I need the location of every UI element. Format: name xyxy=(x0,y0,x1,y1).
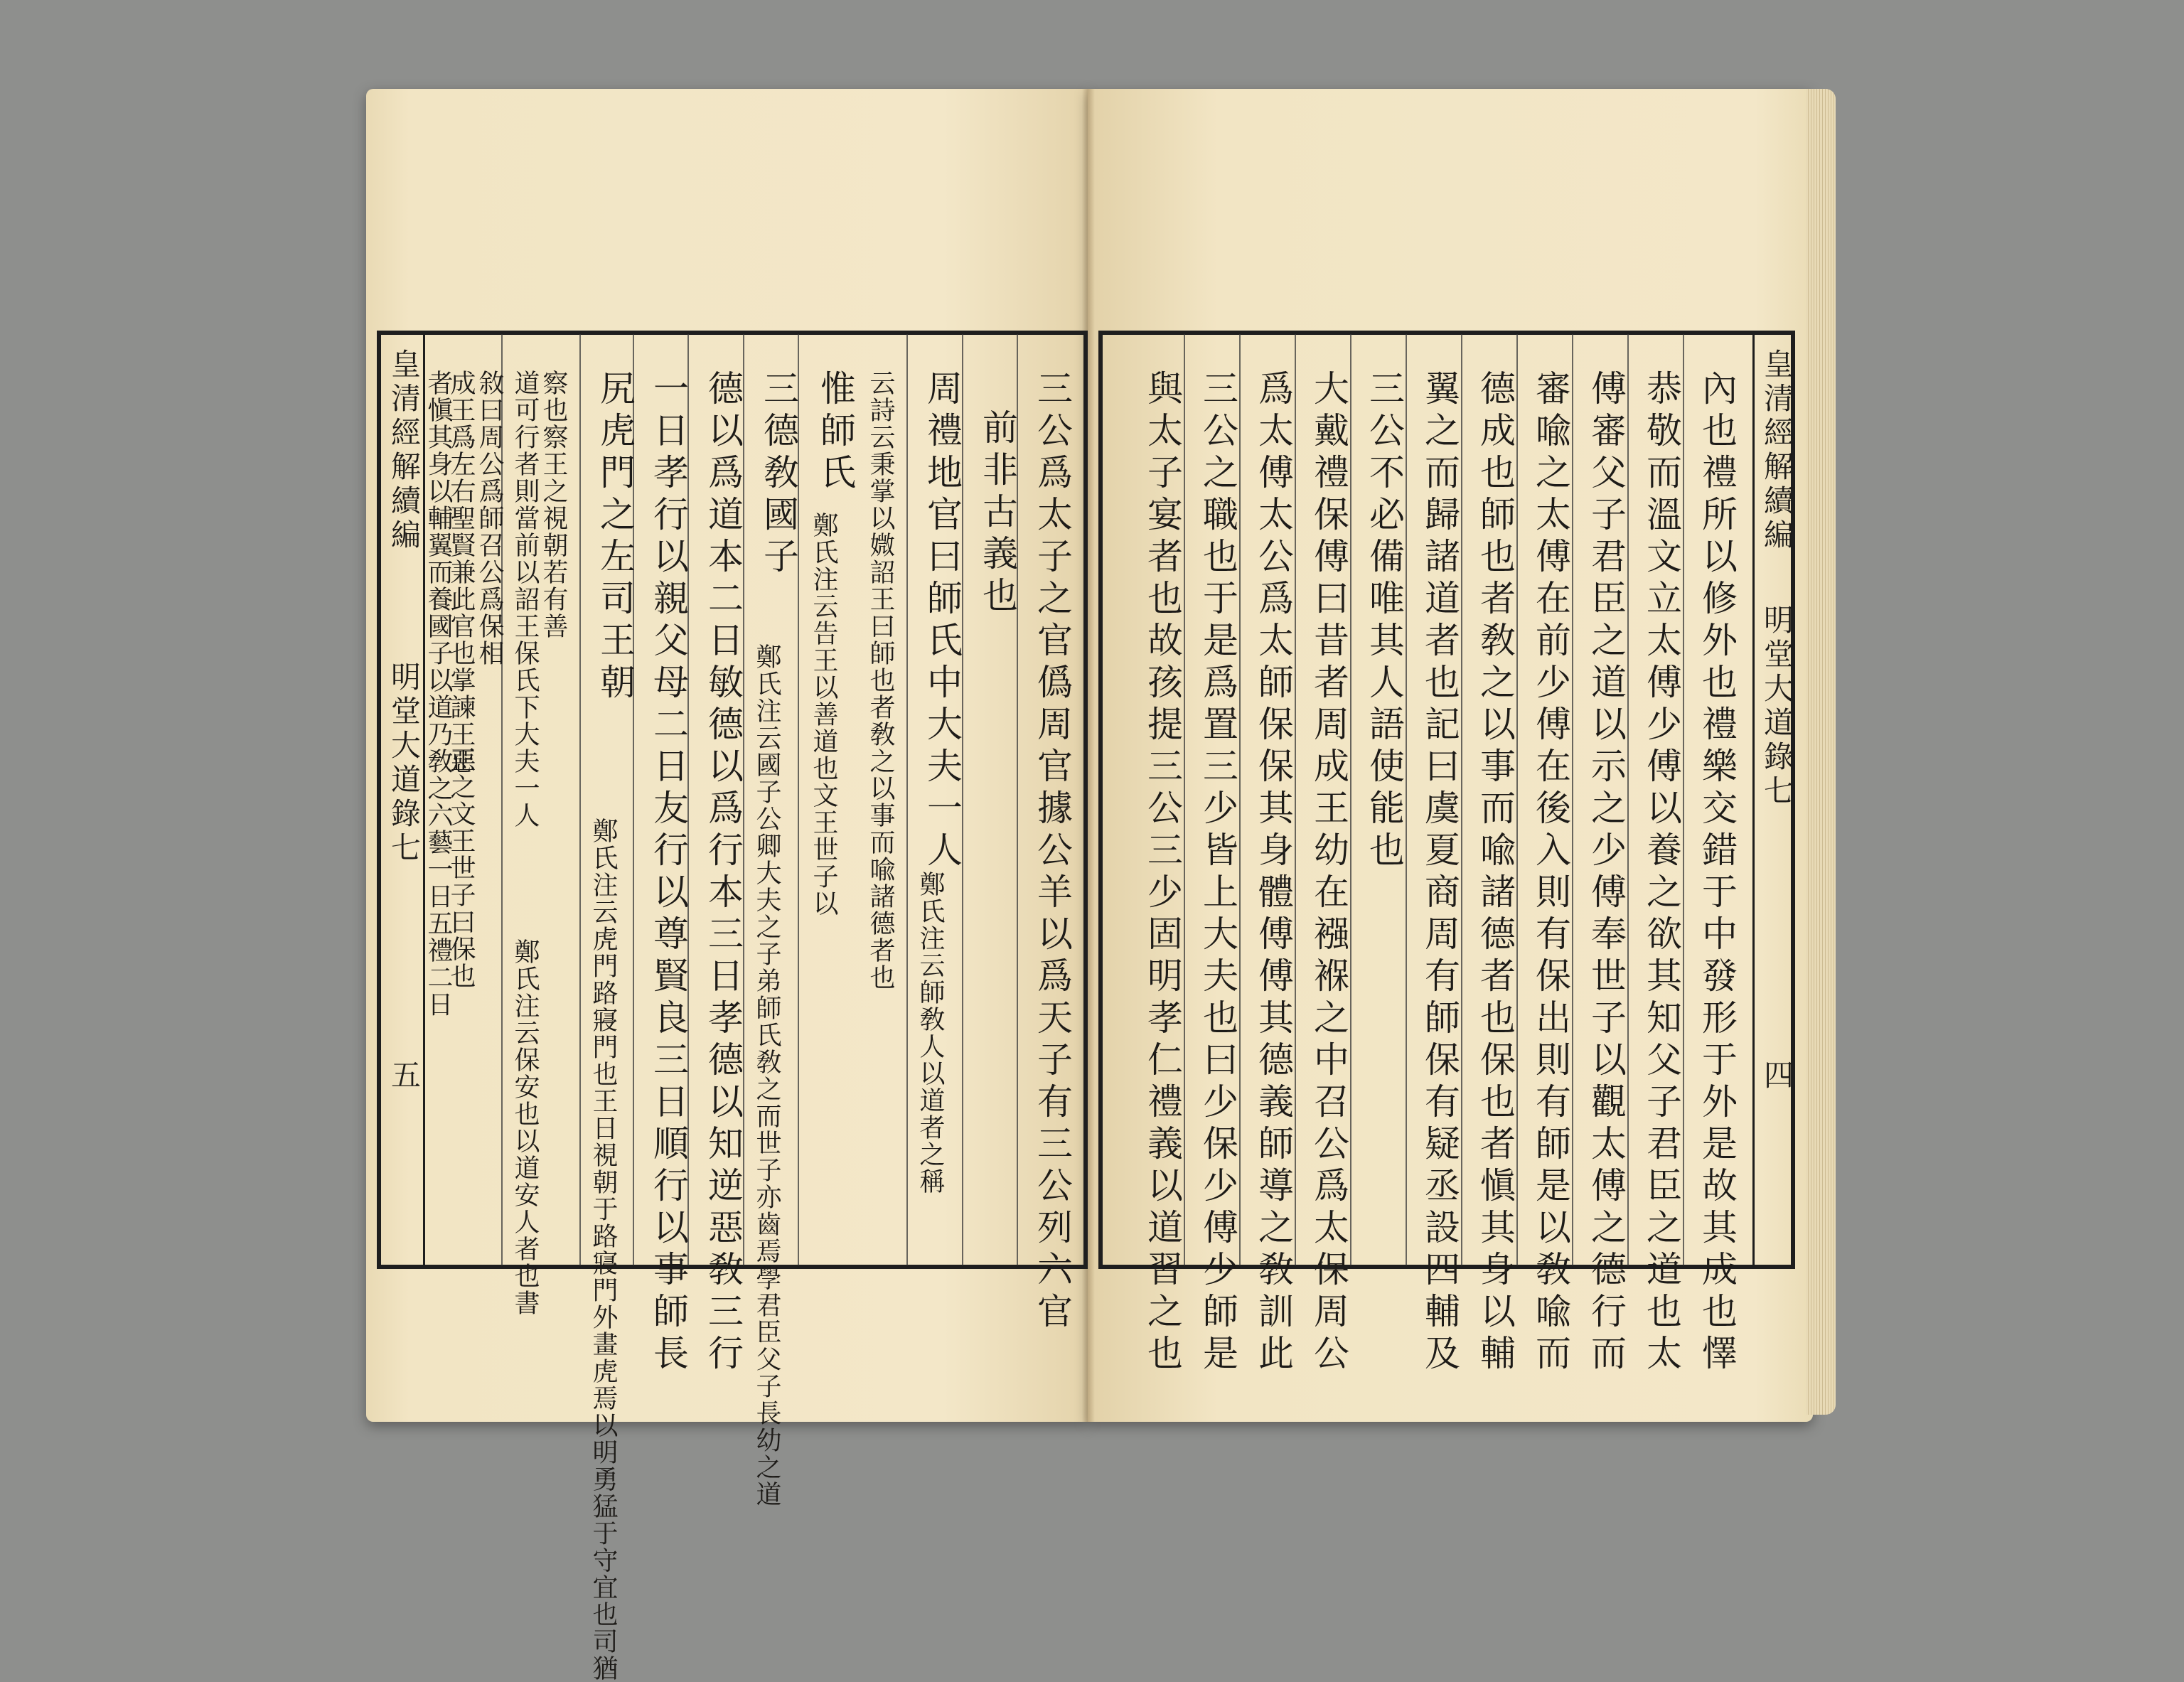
right-col-1: 內也禮所以修外也禮樂交錯于中發形于外是故其成也懌 xyxy=(1696,370,1738,1376)
right-col-6: 翼之而歸諸道者也記曰虞夏商周有師保有疑丞設四輔及 xyxy=(1419,370,1460,1376)
right-col-2: 恭敬而溫文立太傅少傅以養之欲其知父子君臣之道也太 xyxy=(1641,370,1682,1376)
left-col-4: 惟師氏 xyxy=(815,370,856,496)
right-centre-strip xyxy=(1752,334,1794,1265)
left-note-4: 鄭氏注云國子公卿大夫之子弟師氏敎之而世子亦齒焉學君臣父子長幼之道 xyxy=(752,643,781,1508)
right-strip-section: 明堂大道錄七 xyxy=(1760,604,1794,809)
left-note-2: 云詩云秉掌以媺詔王曰師也者敎之以事而喩諸德者也 xyxy=(866,370,895,991)
left-strip-section: 明堂大道錄七 xyxy=(387,661,422,866)
left-note-1: 鄭氏注云師敎人以道者之稱 xyxy=(916,871,945,1195)
left-col-6: 德以爲道本二日敏德以爲行本三日孝德以知逆惡敎三行 xyxy=(702,370,744,1376)
page-edges xyxy=(1806,89,1836,1415)
right-col-8: 大戴禮保傅曰昔者周成王幼在襁褓之中召公爲太保周公 xyxy=(1308,370,1349,1376)
left-note-6: 鄭氏注云保安也以道安人者也書 xyxy=(510,938,540,1317)
right-strip-title: 皇清經解續編 xyxy=(1760,348,1794,553)
left-col-10: 道可行者則當前以詔王保氏下大夫一人 xyxy=(510,370,540,829)
left-note-5: 鄭氏注云虎門路寢門也王日視朝于路寢門外畫虎焉以明勇猛于守宜也司猶 xyxy=(589,818,618,1682)
left-col-1: 三公爲太子之官僞周官據公羊以爲天子有三公列六官 xyxy=(1032,370,1073,1334)
right-page-number: 四 xyxy=(1760,1059,1794,1093)
left-col-12: 成王爲左右聖賢兼此官也掌諫王惡 xyxy=(446,370,476,775)
right-col-10: 三公之職也于是爲置三少皆上大夫也曰少保少傅少師是 xyxy=(1197,370,1238,1376)
right-col-3: 傅審父子君臣之道以示之少傅奉世子以觀太傅之德行而 xyxy=(1585,370,1627,1376)
left-col-14: 者愼其身以輔翼而養國子以道乃敎之六藝一日五禮二日 xyxy=(424,370,453,1018)
right-col-9: 爲太傅太公爲太師保保其身體傅傅其德義師導之敎訓此 xyxy=(1253,370,1294,1376)
right-col-4: 審喩之太傅在前少傅在後入則有保出則有師是以敎喩而 xyxy=(1530,370,1571,1376)
left-col-7: 一日孝行以親父母二日友行以尊賢良三日順行以事師長 xyxy=(648,370,689,1376)
right-col-7: 三公不必備唯其人語使能也 xyxy=(1364,370,1405,873)
left-strip-title: 皇清經解續編 xyxy=(387,348,422,553)
left-note-3: 鄭氏注云告王以善道也文王世子以 xyxy=(809,512,838,917)
left-col-3: 周禮地官曰師氏中大夫一人 xyxy=(921,370,963,873)
left-col-8: 尻虎門之左司王朝 xyxy=(594,370,636,705)
left-col-5: 三德敎國子 xyxy=(758,370,799,579)
left-col-11: 敘曰周公爲師召公爲保相 xyxy=(475,370,504,667)
left-page-number: 五 xyxy=(387,1059,422,1093)
left-centre-strip xyxy=(380,334,425,1265)
right-col-5: 德成也師也者敎之以事而喩諸德者也保也者愼其身以輔 xyxy=(1474,370,1516,1376)
left-col-2: 前非古義也 xyxy=(977,409,1018,618)
left-note-7: 正之文王世子曰保也 xyxy=(446,746,476,990)
right-col-11: 與太子宴者也故孩提三公三少固明孝仁禮義以道習之也 xyxy=(1142,370,1183,1376)
left-col-9: 察也察王之視朝若有善 xyxy=(539,370,568,640)
